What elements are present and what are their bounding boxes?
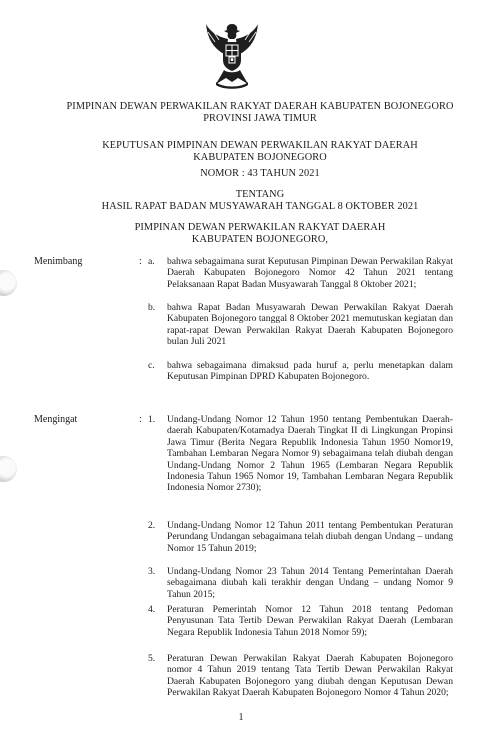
decision-number: NOMOR : 43 TAHUN 2021 — [200, 168, 320, 179]
decision-about: TENTANG — [235, 189, 285, 200]
decision-subject: HASIL RAPAT BADAN MUSYAWARAH TANGGAL 8 OKTOBER 2021 — [101, 201, 419, 212]
header-line-2: PROVINSI JAWA TIMUR — [203, 113, 317, 124]
mengingat-item — [148, 414, 453, 494]
item-text: bahwa Rapat Badan Musyawarah Dewan Perwakilan Rakyat Daerah Kabupaten Bojonegoro tanggal 8 Oktober 2021 memutuskan kegiatan dan rapat-rapat Dewan Perwakilan Rakyat Daerah Kabupaten Bojonegoro bulan Juli 2021 — [167, 302, 453, 348]
binder-hole — [0, 456, 17, 482]
menimbang-colon: : — [139, 256, 142, 267]
item-marker: a. — [148, 256, 155, 267]
item-marker: c. — [148, 360, 155, 371]
institution-header — [40, 101, 480, 125]
item-text: Undang-Undang Nomor 12 Tahun 2011 tentang Pembentukan Peraturan Perundang Undangan sebagaimana telah diubah dengan Undang – undang Nomor 15 Tahun 2019; — [167, 520, 453, 554]
item-marker: 5. — [148, 653, 156, 664]
mengingat-item — [148, 520, 453, 554]
item-marker: 4. — [148, 604, 156, 615]
issuer-line-2: KABUPATEN BOJONEGORO, — [191, 234, 329, 245]
mengingat-item — [148, 566, 453, 600]
header-line-1: PIMPINAN DEWAN PERWAKILAN RAKYAT DAERAH KABUPATEN BOJONEGORO — [66, 101, 454, 112]
item-text: Undang-Undang Nomor 23 Tahun 2014 Tentang Pemerintahan Daerah sebagaimana diubah kali terakhir dengan Undang – undang Nomor 9 Tahun 2015; — [167, 566, 453, 600]
item-text: bahwa sebagaimana surat Keputusan Pimpinan Dewan Perwakilan Rakyat Daerah Kabupaten Bojonegoro Nomor 42 Tahun 2021 tentang Pelaksanaan Rapat Badan Musyawarah Tanggal 8 Oktober 2021; — [167, 256, 453, 290]
issuer-line-1: PIMPINAN DEWAN PERWAKILAN RAKYAT DAERAH — [134, 222, 386, 233]
menimbang-item — [148, 256, 453, 290]
mengingat-item — [148, 604, 453, 638]
item-marker: 1. — [148, 414, 156, 425]
page-number: 1 — [238, 712, 244, 723]
mengingat-colon: : — [139, 414, 142, 425]
item-text: Peraturan Dewan Perwakilan Rakyat Daerah Kabupaten Bojonegoro nomor 4 Tahun 2019 tentang Tata Tertib Dewan Perwakilan Rakyat Daerah Kabupaten Bojonegoro yang diubah dengan Keputusan Dewan Perwakilan Rakyat Daerah Kabupaten Bojonegoro Nomor 4 Tahun 2020; — [167, 653, 453, 699]
item-marker: b. — [148, 302, 156, 313]
decision-title-line-1: KEPUTUSAN PIMPINAN DEWAN PERWAKILAN RAKYAT DAERAH — [102, 140, 418, 151]
item-text: Undang-Undang Nomor 12 Tahun 1950 tentang Pembentukan Daerah-daerah Kabupaten/Kotamadya Daerah Tingkat II di Lingkungan Propinsi Jawa Timur (Berita Negara Republik Indonesia Tahun 1950 Nomor19, Tambahan Lembaran Negara Nomor 9) sebagaimana telah diubah dengan Undang-Undang Nomor 2 Tahun 1965 (Lembaran Negara Republik Indonesia Tahun 1965 Nomor 19, Tambahan Lembaran Negara Republik Indonesia Nomor 2730); — [167, 414, 453, 494]
item-text: Peraturan Pemerintah Nomor 12 Tahun 2018 tentang Pedoman Penyusunan Tata Tertib Dewan Perwakilan Rakyat Daerah (Lembaran Negara Republik Indonesia Tahun 2018 Nomor 59); — [167, 604, 453, 638]
garuda-emblem-icon — [204, 22, 260, 90]
binder-hole — [0, 270, 17, 296]
mengingat-item — [148, 653, 453, 699]
item-text: bahwa sebagaimana dimaksud pada huruf a, perlu menetapkan dalam Keputusan Pimpinan DPRD Kabupaten Bojonegoro. — [167, 360, 453, 383]
decision-title-line-2: KABUPATEN BOJONEGORO — [193, 152, 327, 163]
mengingat-label: Mengingat — [34, 414, 78, 425]
item-marker: 2. — [148, 520, 156, 531]
issuer-heading — [40, 222, 480, 246]
menimbang-label: Menimbang — [34, 256, 83, 267]
decision-title — [40, 140, 480, 164]
menimbang-item — [148, 302, 453, 348]
item-marker: 3. — [148, 566, 156, 577]
menimbang-item — [148, 360, 453, 383]
